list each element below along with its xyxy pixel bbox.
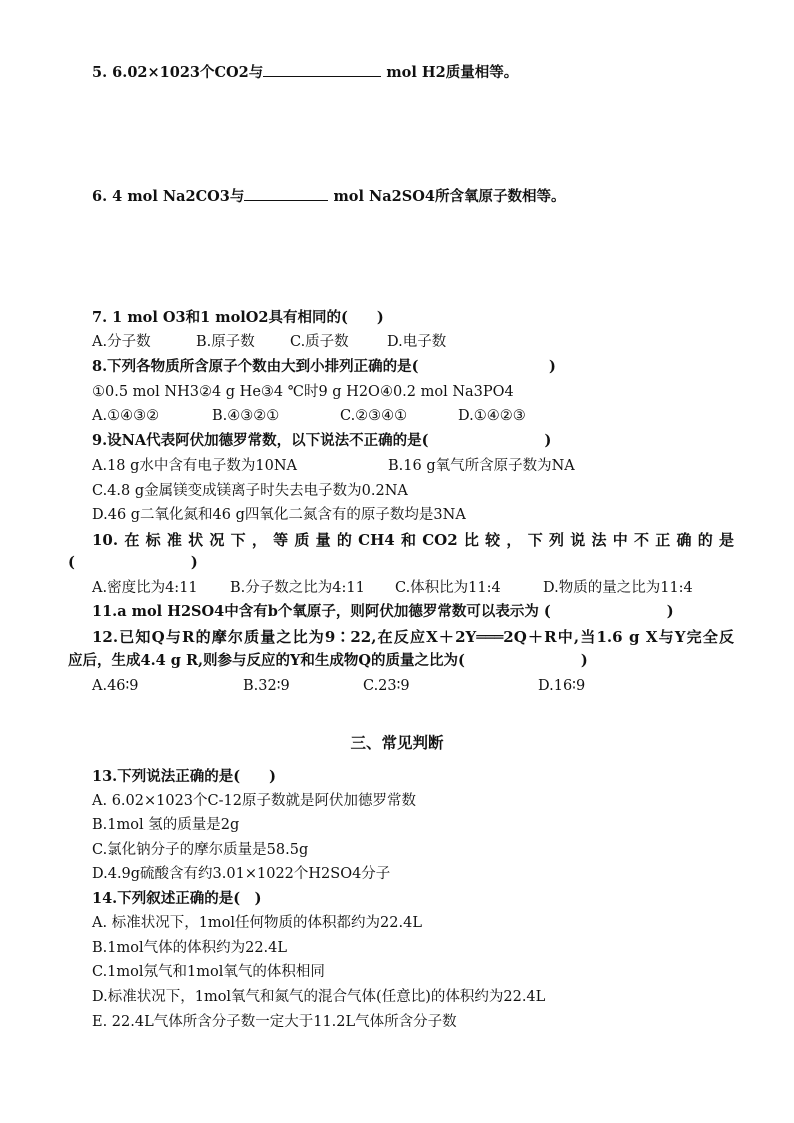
question-12-option-a: A.46∶9 bbox=[92, 678, 139, 694]
question-8-stem: 8.下列各物质所含原子个数由大到小排列正确的是( ) bbox=[92, 358, 556, 375]
question-10-option-c: C.体积比为11:4 bbox=[395, 580, 501, 596]
question-7-option-a: A.分子数 bbox=[92, 334, 151, 350]
question-13-option-c: C.氯化钠分子的摩尔质量是58.5g bbox=[92, 842, 309, 858]
question-13-stem: 13.下列说法正确的是( ) bbox=[92, 768, 276, 785]
question-9-option-c: C.4.8 g金属镁变成镁离子时失去电子数为0.2NA bbox=[92, 483, 408, 499]
question-5-text-after: mol H2质量相等。 bbox=[381, 64, 519, 81]
question-9-stem: 9.设NA代表阿伏加德罗常数，以下说法不正确的是( ) bbox=[92, 432, 552, 449]
question-12-stem-line2: 应后，生成4.4 g R,则参与反应的Y和生成物Q的质量之比为( ) bbox=[68, 652, 588, 669]
question-13-option-b: B.1mol 氢的质量是2g bbox=[92, 817, 240, 833]
question-12-option-b: B.32∶9 bbox=[243, 678, 290, 694]
answer-blank bbox=[244, 186, 328, 201]
question-8-option-a: A.①④③② bbox=[92, 408, 160, 424]
question-12-option-d: D.16∶9 bbox=[538, 678, 586, 694]
question-14-option-e: E. 22.4L气体所含分子数一定大于11.2L气体所含分子数 bbox=[92, 1014, 457, 1030]
question-6 bbox=[92, 186, 565, 207]
question-8-items: ①0.5 mol NH3②4 g He③4 ℃时9 g H2O④0.2 mol Na3PO4 bbox=[92, 384, 514, 400]
question-11-stem: 11.a mol H2SO4中含有b个氧原子，则阿伏加德罗常数可以表示为 ( ) bbox=[92, 603, 674, 620]
question-13-option-d: D.4.9g硫酸含有约3.01×1022个H2SO4分子 bbox=[92, 866, 391, 882]
question-6-text-before: 6. 4 mol Na2CO3与 bbox=[92, 188, 245, 205]
question-10-option-d: D.物质的量之比为11:4 bbox=[543, 580, 693, 596]
question-14-option-d: D.标准状况下，1mol氧气和氮气的混合气体(任意比)的体积约为22.4L bbox=[92, 989, 546, 1005]
question-9-option-b: B.16 g氧气所含原子数为NA bbox=[388, 458, 575, 474]
question-12-option-c: C.23∶9 bbox=[363, 678, 410, 694]
question-5 bbox=[92, 62, 518, 83]
question-10-option-b: B.分子数之比为4:11 bbox=[230, 580, 365, 596]
question-14-option-a: A. 标准状况下，1mol任何物质的体积都约为22.4L bbox=[92, 915, 422, 931]
question-7-stem: 7. 1 mol O3和1 molO2具有相同的( ) bbox=[92, 309, 384, 326]
question-14-option-b: B.1mol气体的体积约为22.4L bbox=[92, 940, 288, 956]
question-7-option-b: B.原子数 bbox=[196, 334, 255, 350]
answer-blank bbox=[263, 62, 381, 77]
section-title: 三、常见判断 bbox=[350, 733, 444, 752]
question-8-option-b: B.④③②① bbox=[212, 408, 280, 424]
question-7-option-d: D.电子数 bbox=[387, 334, 447, 350]
question-12-stem-line1: 12.已知Q与R的摩尔质量之比为9∶22,在反应X＋2Y═══2Q＋R中,当1.6 g X与Y完全反 bbox=[92, 628, 734, 646]
question-9-option-a: A.18 g水中含有电子数为10NA bbox=[92, 458, 298, 474]
question-8-option-d: D.①④②③ bbox=[458, 408, 526, 424]
question-5-text-before: 5. 6.02×1023个CO2与 bbox=[92, 64, 264, 81]
question-7-option-c: C.质子数 bbox=[290, 334, 349, 350]
question-14-stem: 14.下列叙述正确的是( ) bbox=[92, 890, 262, 907]
question-9-option-d: D.46 g二氧化氮和46 g四氧化二氮含有的原子数均是3NA bbox=[92, 507, 466, 523]
question-10-stem-line1: 10.在标准状况下，等质量的CH4和CO2比较，下列说法中不正确的是 bbox=[92, 531, 734, 549]
question-13-option-a: A. 6.02×1023个C-12原子数就是阿伏加德罗常数 bbox=[92, 793, 416, 809]
question-10-stem-line2: ( ) bbox=[68, 554, 198, 571]
question-8-option-c: C.②③④① bbox=[340, 408, 408, 424]
question-6-text-after: mol Na2SO4所含氧原子数相等。 bbox=[328, 188, 566, 205]
question-10-option-a: A.密度比为4:11 bbox=[92, 580, 198, 596]
question-14-option-c: C.1mol氖气和1mol氧气的体积相同 bbox=[92, 964, 325, 980]
